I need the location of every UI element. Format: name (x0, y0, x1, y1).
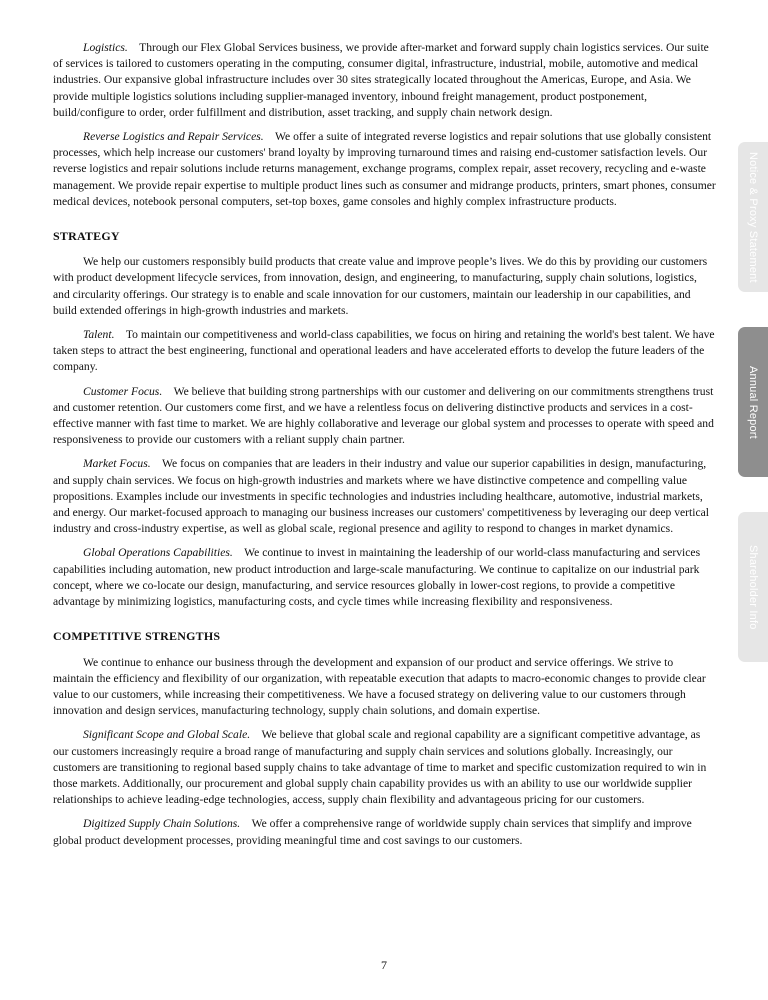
paragraph-lead: Reverse Logistics and Repair Services. (83, 130, 264, 144)
paragraph-lead: Logistics. (83, 41, 128, 54)
side-tab-shareholder-info[interactable] (738, 512, 768, 662)
paragraph-lead: Market Focus. (83, 457, 151, 471)
paragraph-lead: Talent. (83, 328, 115, 342)
side-tab-annual-report[interactable] (738, 327, 768, 477)
paragraph-strategy-intro: We help our customers responsibly build products that create value and improve people’s lives. We do this by providing our customers with product development lifecycle services, from innovation, design, and engineering, to manufacturing, supply chain solutions, logistics, and circularity offerings. Our strategy is to enable and scale innovation for our customers, maintain our leadership in our capabilities, and build extended offerings in high-growth industries and markets. (53, 255, 708, 317)
side-tab-label: Notice & Proxy Statement (747, 151, 759, 283)
paragraph-competitive-intro: We continue to enhance our business through the development and expansion of our product and service offerings. We strive to maintain the efficiency and flexibility of our organization, with repeatable execution that adapts to macro-economic changes to provide clear value to our customers, while increasing their competitiveness. We have a focused strategy on delivering value to our customers through innovation and design services, manufacturing technology, supply chain solutions, and domain expertise. (53, 655, 706, 718)
paragraph-reverse-logistics (53, 129, 716, 210)
paragraph-text: We continue to invest in maintaining the leadership of our world-class manufacturing and services capabilities including automation, new product introduction and large-scale manufacturing. We continue to capitalize on our industrial park concept, where we co-locate our design, manufacturing, and service resources globally in lower-cost regions, to provide a competitive advantage by minimizing logistics, manufacturing costs, and cycle times while increasing flexibility and responsiveness. (53, 546, 701, 609)
side-tab-label: Annual Report (747, 365, 759, 439)
paragraph-text: We believe that global scale and regional capability are a significant competitive advantage, as our customers increasingly require a broad range of manufacturing and supply chain services and solutions globally. Increasingly, our customers are transitioning to regional based supply chains to take advantage of time to market and specific customization required to win in those markets. Additionally, our procurement and global supply chain capability provides us with an ability to use our worldwide supplier relationships to achieve leading-edge technologies, access, supply chain flexibility and advantageous pricing for our customers. (53, 728, 707, 807)
paragraph-text: We offer a suite of integrated reverse logistics and repair solutions that use globally consistent processes, which help increase our customers' brand loyalty by improving turnaround times and raising end-customer satisfaction levels. Our reverse logistics and repair solutions include returns management, exchange programs, complex repair, asset recovery, recycling and e-waste management. We provide repair expertise to multiple product lines such as consumer and midrange products, printers, smart phones, consumer medical devices, notebook personal computers, set-top boxes, game consoles and highly complex infrastructure products. (53, 130, 716, 208)
paragraph-customer-focus (53, 384, 716, 449)
paragraph-text: We believe that building strong partnerships with our customer and delivering on our commitments strengthens trust and customer retention. Our customers come first, and we have a relentless focus on delivering distinctive products and services in a cost-effective manner with fast time to market. We are highly collaborative and leverage our global system and processes to operate with speed and responsiveness to provide our customers with a reliant supply chain partner. (53, 384, 714, 447)
section-heading-competitive-strengths: COMPETITIVE STRENGTHS (53, 629, 221, 644)
paragraph-lead: Significant Scope and Global Scale. (83, 728, 251, 742)
paragraph-digitized-supply-chain (53, 816, 716, 848)
section-heading-strategy: STRATEGY (53, 229, 120, 244)
paragraph-text: We focus on companies that are leaders in their industry and value our superior capabilities in design, manufacturing, and supply chain services. We focus on high-growth industries and markets where we have distinctive competence and compelling value propositions. Examples include our investments in specific technologies and industries including healthcare, automotive, industrial markets, and energy. Our market-focused approach to managing our business increases our customers' competitiveness by leveraging our deep vertical industry and cross-industry expertise, as well as global scale, regional presence and agility to respond to changes in market dynamics. (53, 457, 709, 536)
page-number: 7 (381, 958, 387, 972)
paragraph-market-focus (53, 456, 716, 537)
paragraph-logistics (53, 40, 716, 121)
paragraph-global-operations (53, 545, 716, 610)
side-tab-notice-proxy-statement[interactable] (738, 142, 768, 292)
paragraph-lead: Digitized Supply Chain Solutions. (83, 817, 241, 831)
paragraph-text: We offer a comprehensive range of worldwide supply chain services that simplify and improve global product development processes, providing meaningful time and cost savings to our customers. (53, 817, 692, 847)
paragraph-talent (53, 327, 716, 376)
paragraph-lead: Global Operations Capabilities. (83, 546, 233, 560)
paragraph-text: Through our Flex Global Services business, we provide after-market and forward supply chain logistics services. Our suite of services is tailored to customers operating in the computing, consumer digital, infrastructure, industrial, mobile, automotive and medical industries. Our expansive global infrastructure includes over 30 sites strategically located throughout the Americas, Europe, and Asia. We provide multiple logistics solutions including supplier-managed inventory, inbound freight management, product postponement, build/configure to order, order fulfillment and distribution, asset tracking, and supply chain network design. (53, 41, 709, 119)
side-tab-label: Shareholder Info (747, 544, 759, 630)
paragraph-global-scale (53, 727, 716, 808)
paragraph-text: To maintain our competitiveness and world-class capabilities, we focus on hiring and retaining the world's best talent. We have taken steps to attract the best engineering, functional and operational leaders and have accelerated efforts to develop the future leaders of the company. (53, 328, 715, 374)
paragraph-lead: Customer Focus. (83, 384, 163, 398)
document-body (53, 40, 716, 857)
